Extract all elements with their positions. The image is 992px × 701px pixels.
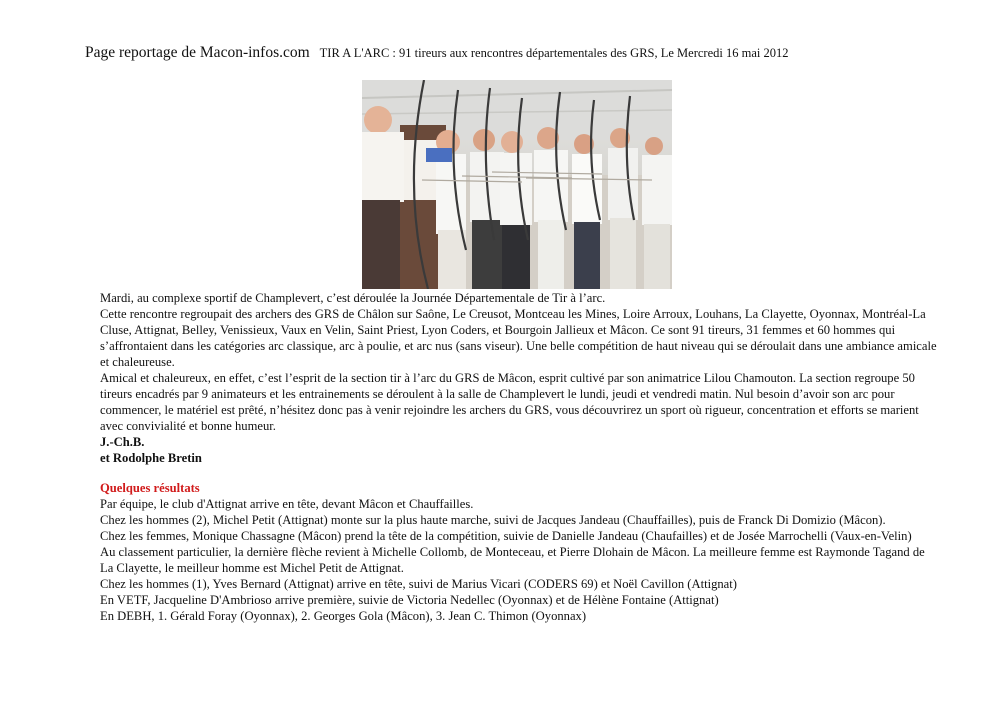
archers-photo-illustration (362, 80, 672, 289)
result-line: Chez les hommes (1), Yves Bernard (Attignat) arrive en tête, suivi de Marius Vicari (CODERS 69) et Noël Cavillon (Attignat) (100, 577, 737, 591)
result-line: En VETF, Jacqueline D'Ambrioso arrive première, suivie de Victoria Nedellec (Oyonnax) et de Hélène Fontaine (Attignat) (100, 593, 719, 607)
site-title: Page reportage de Macon-infos.com (85, 44, 310, 61)
page-header (85, 44, 788, 62)
result-line: Chez les femmes, Monique Chassagne (Mâcon) prend la tête de la compétition, suivie de Danielle Jandeau (Chaufailles) et de Josée Marrochelli (Vaux-en-Velin) (100, 529, 912, 543)
result-line: Chez les hommes (2), Michel Petit (Attignat) monte sur la plus haute marche, suivi de Jacques Jandeau (Chauffailles), puis de Franck Di Domizio (Mâcon). (100, 513, 886, 527)
result-line: En DEBH, 1. Gérald Foray (Oyonnax), 2. Georges Gola (Mâcon), 3. Jean C. Thimon (Oyonnax) (100, 609, 587, 623)
article-body (100, 290, 940, 624)
signature-author: J.-Ch.B. (100, 435, 145, 449)
article-headline: TIR A L'ARC : 91 tireurs aux rencontres départementales des GRS, Le Mercredi 16 mai 2012 (319, 46, 789, 60)
result-line: Au classement particulier, la dernière flèche revient à Michelle Collomb, de Monteceau, et Pierre Dlohain de Mâcon. La meilleure femme est Raymonde Tagand de La Clayette, le meilleur homme est Michel Petit de Attignat. (100, 545, 925, 575)
signature-coauthor: et Rodolphe Bretin (100, 451, 202, 465)
article-paragraph: Cette rencontre regroupait des archers des GRS de Châlon sur Saône, Le Creusot, Montceau les Mines, Loire Arroux, Louhans, La Clayette, Oyonnax, Montréal-La Cluse, Attignat, Belley, Venissieux, Vaux en Velin, Saint Priest, Lyon Coders, et Bourgoin Jallieux et Mâcon. Ce sont 91 tireurs, 31 femmes et 60 hommes qui s’affrontaient dans les catégories arc classique, arc à poulie, et arc nus (sans viseur). Une belle compétition de haut niveau qui se déroulait dans une ambiance amicale et chaleureuse. (100, 307, 937, 369)
result-line: Par équipe, le club d'Attignat arrive en tête, devant Mâcon et Chauffailles. (100, 497, 474, 511)
spacer (100, 466, 940, 480)
article-paragraph: Mardi, au complexe sportif de Champlevert, c’est déroulée la Journée Départementale de Tir à l’arc. (100, 291, 606, 305)
archers-photo (362, 80, 672, 289)
results-heading: Quelques résultats (100, 481, 200, 495)
article-paragraph: Amical et chaleureux, en effet, c’est l’esprit de la section tir à l’arc du GRS de Mâcon, esprit cultivé par son animatrice Lilou Chamouton. La section regroupe 50 tireurs encadrés par 9 animateurs et les entrainements se déroulent à la salle de Champlevert le lundi, jeudi et vendredi matin. Nul besoin d’avoir son arc pour commencer, le matériel est prêté, n’hésitez donc pas à venir rejoindre les archers du GRS, vous découvrirez un sport où rigueur, concentration et efforts se marient avec convivialité et bonne humeur. (100, 371, 919, 433)
